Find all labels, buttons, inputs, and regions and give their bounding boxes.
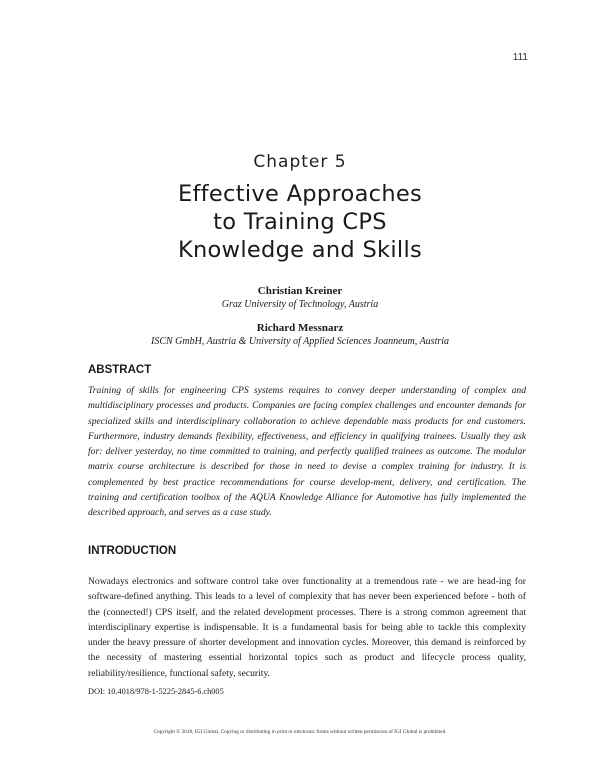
author-affiliation: Graz University of Technology, Austria (221, 299, 379, 310)
author-affiliation: ISCN GmbH, Austria & University of Applied Sciences Joanneum, Austria (150, 336, 450, 347)
author-name: Richard Messnarz (256, 322, 344, 334)
abstract-text: Training of skills for engineering CPS systems requires to convey deeper understanding of complex and multidisciplinary processes and products. Companies are facing complex challenges and encounter demands for specialized skills and interdisciplinary collaboration to achieve dependable mass products for end customers. Furthermore, industry demands flexibility, effectiveness, and efficiency in qualifying trainees. Usually they ask for: deliver yesterday, no time committed to training, and perfectly qualified trainees as outcome. The modular matrix course architecture is described for those in need to devise a complex training for industry. It is complemented by best practice recommendations for course develop-ment, delivery, and certification. The training and certification toolbox of the AQUA Knowledge Alliance for Automotive has fully implemented the described approach, and serves as a case study. (88, 385, 526, 519)
author-list (0, 284, 600, 348)
author-block (0, 321, 600, 348)
chapter-title-line: to Training CPS (213, 209, 387, 235)
author-name: Christian Kreiner (257, 285, 343, 297)
abstract-heading: ABSTRACT (88, 364, 152, 376)
author-block (0, 284, 600, 311)
page-number: 111 (512, 52, 528, 63)
chapter-label: Chapter 5 (253, 152, 347, 172)
chapter-title-line: Knowledge and Skills (177, 237, 423, 263)
introduction-text: Nowadays electronics and software control take over functionality at a tremendous rate - we are head-ing for software-defined anything. This leads to a level of complexity that has never been experienced before - both of the (connected!) CPS itself, and the related development processes. There is a strong common agreement that interdisciplinary expertise is indispensable. It is a fundamental basis for being able to tackle this complexity under the heavy pressure of shorter development and innovation cycles. Moreover, this demand is reinforced by the necessity of mastering essential horizontal topics such as product and lifecycle process quality, reliability/resilience, functional safety, security. (88, 576, 526, 679)
chapter-title-line: Effective Approaches (177, 181, 423, 207)
chapter-title (0, 180, 600, 264)
copyright-notice: Copyright © 2018, IGI Global. Copying or distributing in print or electronic forms without written permission of IGI Global is prohibited. (153, 729, 447, 735)
doi: DOI: 10.4018/978-1-5225-2845-6.ch005 (88, 687, 224, 696)
introduction-heading: INTRODUCTION (88, 545, 177, 557)
